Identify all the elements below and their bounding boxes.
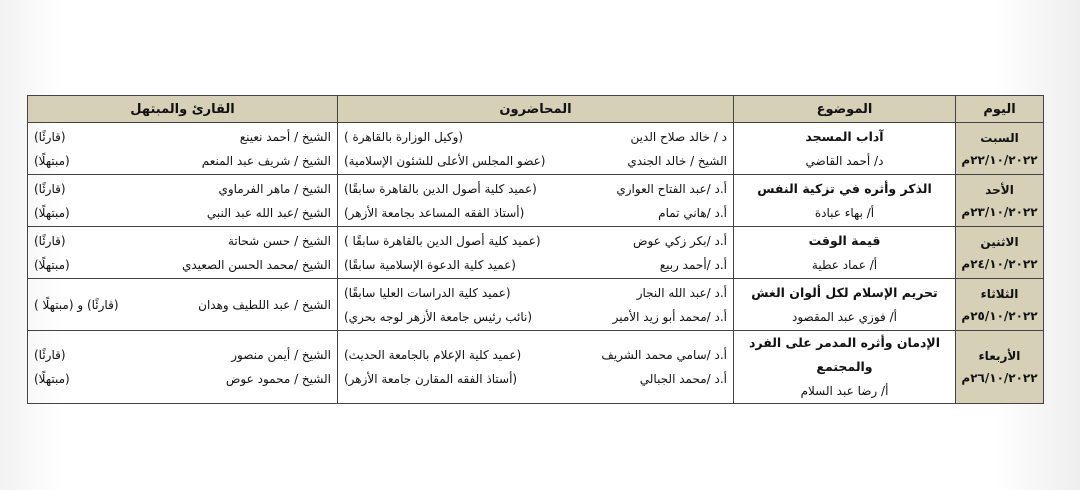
day-name: الأربعاء <box>978 349 1021 363</box>
lecturer-name: أ.د /عبد الفتاح العواري <box>616 181 727 196</box>
reader-role: (مبتهلًا) <box>34 372 70 386</box>
day-name: الأحد <box>985 182 1014 197</box>
table-row <box>28 175 1044 227</box>
reader-role: (قارئًا) <box>34 233 66 248</box>
reader-line <box>34 367 331 391</box>
lecturers-cell <box>338 123 734 175</box>
lecturer-line <box>344 149 727 173</box>
topic-title: تحريم الإسلام لكل ألوان الغش <box>751 284 938 300</box>
reader-line <box>34 125 331 149</box>
topic-cell <box>734 175 956 227</box>
day-cell <box>956 279 1044 331</box>
topic-cell <box>734 123 956 175</box>
day-date: ٢٣/١٠/٢٠٢٢م <box>961 204 1038 219</box>
header-lecturers: المحاضرون <box>338 96 734 123</box>
reader-name: الشيخ / شريف عبد المنعم <box>201 153 331 168</box>
reader-name: الشيخ / ماهر الفرماوي <box>218 181 331 196</box>
header-readers: القارئ والمبتهل <box>28 96 338 123</box>
readers-cell <box>28 175 338 227</box>
lecturer-name: أ.د /هاني تمام <box>658 205 727 220</box>
lecturer-line <box>344 253 727 277</box>
day-cell <box>956 175 1044 227</box>
topic-speaker: أ/ رضا عبد السلام <box>800 384 889 398</box>
reader-line <box>34 229 331 253</box>
readers-cell <box>28 331 338 404</box>
lecturer-name: الشيخ / خالد الجندي <box>627 153 727 168</box>
lecturer-title: (عضو المجلس الأعلى للشئون الإسلامية) <box>344 153 546 168</box>
day-cell <box>956 123 1044 175</box>
lecturers-cell <box>338 279 734 331</box>
lecturer-line <box>344 201 727 225</box>
header-topic: الموضوع <box>734 96 956 123</box>
day-date: ٢٢/١٠/٢٠٢٢م <box>961 152 1038 167</box>
topic-title: الذكر وأثره في تزكية النفس <box>757 180 932 196</box>
reader-role: (قارئًا) <box>34 181 66 196</box>
lecturer-line <box>344 281 727 305</box>
lecturer-line <box>344 343 727 367</box>
topic-title: الإدمان وأثره المدمر على الفرد والمجتمع <box>749 335 940 374</box>
readers-cell <box>28 123 338 175</box>
lecturer-line <box>344 177 727 201</box>
lecturer-name: أ.د /أحمد ربيع <box>659 257 727 272</box>
lecturer-name: أ.د /بكر زكي عوض <box>633 233 727 248</box>
table-row <box>28 331 1044 404</box>
reader-line <box>34 293 331 317</box>
reader-line <box>34 177 331 201</box>
table-row <box>28 279 1044 331</box>
reader-name: الشيخ / أيمن منصور <box>231 348 331 362</box>
lecturer-title: (عميد كلية أصول الدين بالقاهرة سابقًا) <box>344 181 537 196</box>
header-day: اليوم <box>956 96 1044 123</box>
lecturer-title: (أستاذ الفقه المقارن جامعة الأزهر) <box>344 372 518 386</box>
topic-speaker: د/ أحمد القاضي <box>805 153 884 168</box>
readers-cell <box>28 279 338 331</box>
lecturer-title: (نائب رئيس جامعة الأزهر لوجه بحري) <box>344 309 533 324</box>
lecturer-title: (وكيل الوزارة بالقاهرة ) <box>344 129 464 144</box>
reader-line <box>34 343 331 367</box>
day-name: الاثنين <box>980 234 1019 249</box>
day-date: ٢٥/١٠/٢٠٢٢م <box>961 308 1038 323</box>
lecturer-name: أ.د /محمد الجبالي <box>639 372 727 386</box>
reader-name: الشيخ /محمد الحسن الصعيدي <box>181 257 331 272</box>
lecturers-cell <box>338 227 734 279</box>
lecturer-line <box>344 125 727 149</box>
reader-line <box>34 253 331 277</box>
day-cell <box>956 331 1044 404</box>
reader-line <box>34 149 331 173</box>
lecturers-cell <box>338 331 734 404</box>
day-date: ٢٦/١٠/٢٠٢٢م <box>961 371 1038 385</box>
reader-role: (مبتهلًا) <box>34 153 70 168</box>
topic-title: قيمة الوقت <box>808 232 881 248</box>
lecturers-cell <box>338 175 734 227</box>
header-row <box>28 96 1044 123</box>
lecturer-title: (عميد كلية أصول الدين بالقاهرة سابقًا ) <box>344 233 541 248</box>
table-row <box>28 123 1044 175</box>
day-name: الثلاثاء <box>980 286 1019 301</box>
lecturer-name: أ.د /عبد الله النجار <box>636 285 727 300</box>
reader-role: (قارئًا) و (مبتهلًا ) <box>34 297 119 312</box>
lecturer-title: (عميد كلية الدعوة الإسلامية سابقًا) <box>344 257 516 272</box>
reader-name: الشيخ / عبد اللطيف وهدان <box>198 297 331 312</box>
lecturer-title: (عميد كلية الدراسات العليا سابقًا) <box>344 285 511 300</box>
reader-name: الشيخ / محمود عوض <box>225 372 331 386</box>
reader-role: (قارئًا) <box>34 129 66 144</box>
lecturer-title: (عميد كلية الإعلام بالجامعة الحديث) <box>344 348 522 362</box>
topic-speaker: أ/ فوزي عبد المقصود <box>792 309 897 324</box>
reader-role: (قارئًا) <box>34 348 66 362</box>
topic-cell <box>734 331 956 404</box>
reader-role: (مبتهلًا) <box>34 257 70 272</box>
reader-line <box>34 201 331 225</box>
lecturer-line <box>344 229 727 253</box>
topic-speaker: أ/ بهاء عبادة <box>814 205 875 220</box>
lecturer-line <box>344 367 727 391</box>
reader-name: الشيخ / حسن شحاتة <box>227 233 331 248</box>
lecturer-line <box>344 305 727 329</box>
lecturer-title: (أستاذ الفقه المساعد بجامعة الأزهر) <box>344 205 525 220</box>
day-date: ٢٤/١٠/٢٠٢٢م <box>961 256 1038 271</box>
lecturer-name: أ.د /سامي محمد الشريف <box>601 348 727 362</box>
day-cell <box>956 227 1044 279</box>
topic-title: آداب المسجد <box>805 128 884 144</box>
day-name: السبت <box>980 130 1019 145</box>
readers-cell <box>28 227 338 279</box>
topic-cell <box>734 279 956 331</box>
topic-cell <box>734 227 956 279</box>
reader-role: (مبتهلًا) <box>34 205 70 220</box>
topic-speaker: أ/ عماد عطية <box>811 257 878 272</box>
table-row <box>28 227 1044 279</box>
schedule-table <box>27 95 1044 404</box>
reader-name: الشيخ /عبد الله عبد النبي <box>206 205 331 220</box>
reader-name: الشيخ / أحمد نعينع <box>239 129 331 144</box>
lecturer-name: د / خالد صلاح الدين <box>630 129 727 144</box>
lecturer-name: أ.د /محمد أبو زيد الأمير <box>612 309 727 324</box>
